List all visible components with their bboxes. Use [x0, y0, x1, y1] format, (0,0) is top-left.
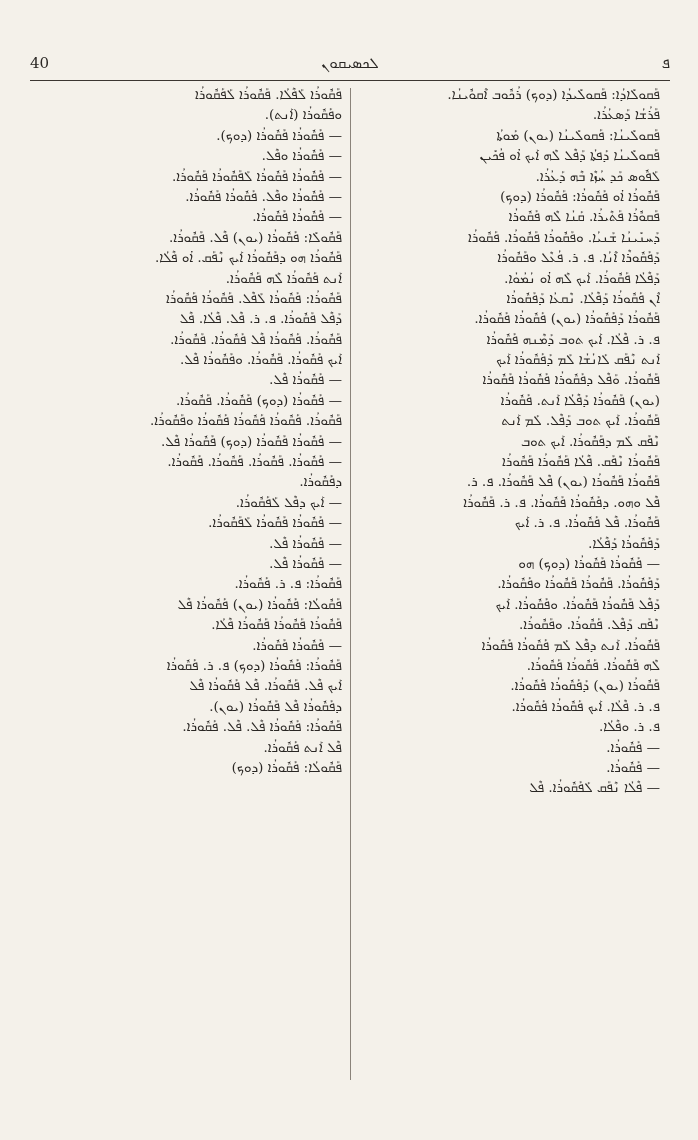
right-column-line: ܕܰܦܶܠ ܦܰܩܽܘܪܳܐ ܦܰܩܽܘܪܳܐ. ܘܦܰܩܽܘܪܳܐ. ܐܰܝܟ: [495, 597, 660, 613]
right-column-line: ܦܰܪܳܫܳܐ ܕܰܣܥܳܪܳܐ.: [592, 108, 660, 124]
left-column-line: — ܦܰܩܽܘܪܳܐ ܦܶܠ.: [269, 556, 342, 572]
left-column-line: — ܦܰܩܽܘܪܳܐ ܦܰܩܽܘܪܳܐ.: [252, 638, 342, 654]
left-column-line: ܦܰܩܽܘܪܳܐ ܦܰܩܽܘܪܳܐ ܦܰܩܽܘܪܳܐ ܦܶܠܳܐ.: [211, 618, 342, 634]
right-column-line: ܦ. ܪ. ܦܶܠܳܐ. ܐܰܝܟ ܦܰܩܽܘܪܳܐ ܦܰܩܽܘܪܳܐ.: [511, 699, 660, 715]
right-column-line: ܐܰܢܬ ܢܶܦܰܩ ܠܰܐܢܳܫܳܐ ܠܰܡ ܕܰܦܰܩܽܘܪܳܐ ܐܰܝܟ: [496, 353, 660, 369]
right-column-line: ܦܰܩܘܠܺܝܢܳܐ ܕܰܦܬܳܐ ܕܰܦܶܠ ܠܶܗ ܐܰܝܟ ܐܳܘ ܦܳܟܺܝܢ: [479, 149, 660, 165]
right-column-line: — ܦܶܠܳܐ ܢܶܦܰܩ ܠܰܦܰܩܽܘܪܳܐ. ܦܶܠ: [529, 781, 660, 797]
left-column-line: — ܐܰܝܟ ܕܦܶܠ ܠܰܦܰܩܽܘܪܳܐ.: [235, 495, 342, 511]
right-column-line: ܦܰܩܽܘܪܳܐ. ܐܰܝܟ ܬܘܒ ܕܰܦܶܠ. ܠܰܡ ܐܰܢܬ: [501, 414, 660, 430]
right-column-line: ܦܰܩܽܘܪܳܐ ܦܰܩܽܘܪܳܐ (ܝܘܢ) ܦܶܠ ܦܰܩܽܘܪܳܐ. ܦ. ܪ.: [466, 475, 660, 491]
header-rule: [30, 80, 670, 81]
left-column-line: — ܦܰܩܽܘܪܳܐ ܘܦܶܠ.: [261, 149, 342, 165]
right-column-line: ܦܰܩܽܘܪܳܐ. ܘܰܦܶܠ ܕܦܰܩܽܘܪܳܐ ܦܰܩܽܘܪܳܐ ܦܰܩܽܘܪܳܐ: [482, 373, 660, 389]
running-title: ܠܟܣܝܩܘܢ: [321, 54, 379, 72]
page-number: 40: [30, 54, 50, 72]
right-column-line: ܕܰܦܰܩܽܘܪܶܐ ܐܶܢܳܐ. ܦ. ܪ. ܦܳܥܶܠ ܘܦܰܩܽܘܪܳܐ: [497, 251, 660, 267]
right-column-line: ܦܰܩܽܘܪܳܐ. ܐܰܢܬ ܕܦܶܠ ܠܰܡ ܦܰܩܽܘܪܳܐ ܦܰܩܽܘܪܳܐ: [481, 638, 660, 654]
right-column-line: ܠܰܦܽܘܣ ܟܰܕ ܚܳܙܶܐ ܒܶܗ ܕܰܥܳܪܳܐ.: [535, 169, 660, 185]
left-column-line: ܐܰܢܬ ܦܰܩܽܘܪܳܐ ܠܶܗ ܦܰܩܽܘܪܳܐ.: [225, 271, 342, 287]
right-column: [358, 86, 660, 1086]
left-column-line: — ܦܰܩܽܘܪܳܐ ܦܶܠ.: [269, 373, 342, 389]
right-column-line: — ܦܰܩܽܘܪܳܐ ܦܰܩܽܘܪܳܐ (ܕܘܟ) ܗܘ: [518, 556, 660, 572]
left-column-line: — ܦܰܩܽܘܪܳܐ ܘܦܶܠ. ܦܰܩܽܘܪܳܐ ܦܰܩܽܘܪܳܐ.: [185, 189, 342, 205]
right-column-line: ܦܰܩܽܘܪܳܐ. ܦܶܠ ܦܰܩܽܘܪܳܐ. ܦ. ܪ. ܐܰܝܟ: [514, 516, 660, 532]
page-header: [30, 52, 670, 78]
left-column-line: ܦܰܩܽܘܪܳܐ: ܦܰܩܽܘܪܳܐ ܦܶܠ. ܦܶܠ. ܦܰܩܽܘܪܳܐ.: [182, 720, 342, 736]
left-column-line: — ܦܰܩܽܘܪܳܐ ܦܰܩܽܘܪܳܐ ܠܰܦܰܩܽܘܪܳܐ.: [208, 516, 342, 532]
left-column-line: — ܦܰܩܽܘܪܳܐ ܦܰܩܽܘܪܳܐ ܠܰܦܰܩܽܘܪܳܐ ܦܰܩܽܘܪܳܐ.: [172, 169, 342, 185]
left-column-line: ܦܰܩܽܘܪܳܐ: ܦܰܩܽܘܪܳܐ ܠܰܦܶܠ. ܦܰܩܽܘܪܳܐ ܦܰܩܽܘܪܳܐ: [165, 291, 342, 307]
left-column-line: ܘܦܰܩܽܘܪܳܐ (ܐܰܢܬ).: [264, 108, 342, 124]
right-column-line: — ܦܰܩܽܘܪܳܐ.: [606, 740, 660, 756]
right-column-line: ܕܰܦܰܩܽܘܪܳܐ. ܦܰܩܽܘܪܳܐ ܦܰܩܽܘܪܳܐ ܘܦܰܩܽܘܪܳܐ.: [497, 577, 660, 593]
left-column-line: ܦܰܩܽܘܪܳܐ. ܦܰܩܽܘܪܳܐ ܦܰܩܽܘܪܳܐ ܦܰܩܽܘܪܳܐ ܘܦܰܩܽܘܪܳܐ.: [149, 414, 342, 430]
right-column-line: ܢܶܦܰܩ ܕܰܦܶܠ. ܦܰܩܽܘܪܳܐ. ܘܦܰܩܽܘܪܳܐ.: [518, 618, 660, 634]
right-column-line: ܕܰܦܰܩܽܘܪܳܐ ܕܰܦܶܠܳܐ.: [588, 536, 660, 552]
left-column-line: — ܦܰܩܽܘܪܳܐ ܦܰܩܽܘܪܳܐ (ܕܘܟ).: [216, 128, 342, 144]
left-column-line: ܦܰܩܽܘܪܳܐ ܠܰܦܶܠܳܐ. ܦܰܩܽܘܪܳܐ ܠܰܦܰܩܽܘܪܳܐ: [195, 88, 342, 103]
left-column-line: ܦܰܩܽܘܪܳܐ: ܦܰܩܽܘܪܳܐ (ܕܘܟ) ܦ. ܪ. ܦܰܩܽܘܪܳܐ: [166, 658, 342, 674]
left-column-line: ܦܶܠ ܐܰܢܬ ܦܰܩܽܘܪܳܐ.: [263, 740, 342, 756]
right-column-line: ܦܰܩܽܘܪܳܐ (ܝܘܢ) ܕܰܦܰܩܽܘܪܳܐ ܦܰܩܽܘܪܳܐ.: [510, 679, 660, 695]
right-column-line: — ܦܰܩܽܘܪܳܐ.: [606, 760, 660, 776]
left-column-line: ܦܰܩܽܘܠܳܐ: ܦܰܩܽܘܪܳܐ (ܕܘܟ): [231, 760, 342, 776]
left-column-line: ܦܰܩܽܘܠܺܐ: ܦܰܩܽܘܪܳܐ (ܝܘܢ) ܦܶܠ. ܦܰܩܽܘܪܳܐ.: [169, 230, 342, 246]
right-column-line: ܦܶܠ ܘܗܘ. ܕܦܰܩܽܘܪܳܐ ܦܰܩܽܘܪܳܐ. ܦ. ܪ. ܦܰܩܽܘܪܳܐ: [463, 495, 660, 511]
right-column-line: ܕܰܦܶܠܳܐ ܦܰܩܽܘܪܳܐ. ܐܰܝܟ ܠܶܗ ܐܳܘ ܢܳܡܳܘܳܐ.: [504, 271, 660, 287]
right-column-line: ܦܰܩܽܘܪܳܐ ܕܰܦܰܩܽܘܪܳܐ (ܝܘܢ) ܦܰܩܽܘܪܳܐ ܦܰܩܽܘܪܳܐ.: [474, 312, 660, 328]
right-column-line: ܦ. ܪ. ܘܦܶܠܳܐ.: [599, 720, 660, 736]
left-column-line: ܦܰܩܽܘܪܳܐ: ܦ. ܪ. ܦܰܩܽܘܪܳܐ.: [234, 577, 342, 593]
left-column: [36, 86, 342, 1086]
left-column-line: ܦܰܩܽܘܪܳܐ ܗܘ ܕܦܰܩܽܘܪܳܐ ܐܰܝܟ ܢܶܦܰܩ. ܐܳܘ ܦܶܠܳܐ.: [155, 251, 342, 267]
right-column-line: ܦܰܩܽܘܪܳܐ ܐܳܘ ܦܰܩܽܘܪܳܐ: ܦܰܩܽܘܪܳܐ (ܕܘܟ): [500, 189, 660, 205]
left-column-line: — ܦܰܩܽܘܪܳܐ (ܕܘܟ) ܦܰܩܽܘܪܳܐ. ܦܰܩܽܘܪܳܐ.: [175, 393, 342, 409]
right-column-line: ܐܶܢ ܦܰܩܽܘܪܳܐ ܕܰܦܶܠܳܐ. ܢܶܩܥܳܐ ܕܰܦܰܩܽܘܪܳܐ: [506, 291, 660, 307]
right-column-line: ܠܶܗ ܦܰܩܽܘܪܳܐ. ܦܰܩܽܘܪܳܐ ܦܰܩܽܘܪܳܐ.: [526, 658, 660, 674]
left-column-line: ܕܦܰܩܽܘܪܳܐ.: [299, 475, 342, 491]
right-column-line: ܦ. ܪ. ܦܶܠܳܐ. ܐܰܝܟ ܬܘܒ ܕܰܡܶܢܗ ܦܰܩܽܘܪܳܐ: [486, 332, 660, 348]
left-column-line: — ܦܰܩܽܘܪܳܐ ܦܶܠ.: [269, 536, 342, 552]
left-column-line: ܐܰܝܟ ܦܶܠ. ܦܰܩܽܘܪܳܐ. ܦܶܠ ܦܰܩܽܘܪܳܐ ܦܶܠ: [189, 679, 342, 695]
left-column-line: ܦܰܩܽܘܪܳܐ. ܦܰܩܽܘܪܳܐ ܦܶܠ ܦܰܩܽܘܪܳܐ. ܦܰܩܽܘܪܳܐ.: [170, 332, 342, 348]
right-column-line: ܦܰܩܽܘܪܳܐ ܢܶܦܰܩ. ܦܶܠܳܐ ܦܰܩܽܘܪܳܐ ܦܰܩܽܘܪܳܐ: [502, 455, 660, 471]
right-column-line: ܢܶܦܰܩ ܠܰܡ ܕܦܰܩܽܘܪܳܐ. ܐܰܝܟ ܬܘܒ: [520, 434, 660, 450]
left-column-line: ܕܦܰܩܽܘܪܳܐ ܦܶܠ ܦܰܩܽܘܪܳܐ (ܝܘܢ).: [209, 699, 342, 715]
left-column-line: — ܦܰܩܽܘܪܳܐ ܦܰܩܽܘܪܳܐ.: [252, 210, 342, 226]
right-column-line: (ܝܘܢ) ܦܰܩܽܘܪܳܐ ܕܰܦܶܠܳܐ ܐܰܢܬ. ܦܰܩܽܘܪܳܐ: [500, 393, 660, 409]
column-divider: [350, 88, 351, 1080]
section-letter: ܦ: [661, 54, 670, 72]
left-column-line: ܕܰܦܶܠ ܦܰܩܽܘܪܳܐ. ܦ. ܪ. ܦܶܠ. ܦܶܠܳܐ. ܦܶܠ: [179, 312, 342, 328]
right-column-line: ܦܰܩܘܠܺܝܢܳܐ: ܦܰܩܘܠܺܝܢܳܐ (ܝܘܢ) ܡܰܘܬܳܐ: [496, 128, 660, 144]
left-column-line: ܦܰܩܽܘܠܳܐ: ܦܰܩܽܘܪܳܐ (ܝܘܢ) ܦܰܩܽܘܪܳܐ ܦܶܠ: [177, 597, 342, 613]
right-column-line: ܕܰܚܢܺܝܢܳܐ ܫܰܢܝܳܐ. ܘܦܰܩܽܘܪܳܐ ܦܰܩܽܘܪܳܐ. ܦܰܩܽܘܪܳܐ: [467, 230, 660, 246]
right-column-line: ܦܰܩܘܠܺܐܕܳܐ: ܦܰܩܘܠܺܝܕܳܐ (ܕܘܟ) ܪܳܟܽܘܒ ܐܶܩܘܽܝܢܳܐ.: [447, 88, 660, 103]
left-column-line: ܐܰܝܟ ܦܰܩܽܘܪܳܐ. ܦܰܩܽܘܪܳܐ. ܘܦܰܩܽܘܪܳܐ ܦܶܠ.: [180, 353, 342, 369]
left-column-line: — ܦܰܩܽܘܪܳܐ. ܦܰܩܽܘܪܳܐ. ܦܰܩܽܘܪܳܐ. ܦܰܩܽܘܪܳܐ.: [167, 455, 342, 471]
left-column-line: — ܦܰܩܽܘܪܳܐ ܦܰܩܽܘܪܳܐ (ܕܘܟ) ܦܰܩܽܘܪܳܐ ܦܶܠ.: [161, 434, 342, 450]
right-column-line: ܦܰܩܘܽܪܳܐ ܦܰܬܶܝܪܳܐ. ܩܰܢܳܐ ܠܶܗ ܦܰܩܽܘܪܳܐ: [508, 210, 660, 226]
